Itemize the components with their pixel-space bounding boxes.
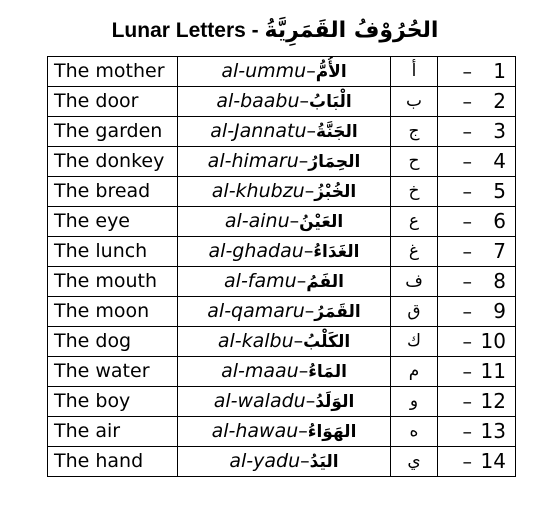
english-word: The eye [48, 207, 178, 237]
arabic-letter: ج [391, 117, 438, 147]
number-dash: – [462, 421, 472, 443]
table-row [48, 87, 516, 117]
english-word: The mother [48, 57, 178, 87]
title-arabic: الحُرُوْفُ القَمَرِيَّةُ [264, 18, 439, 43]
table-row [48, 117, 516, 147]
transliteration: al-himaru [207, 150, 299, 172]
english-word: The water [48, 357, 178, 387]
number-dash: – [462, 61, 472, 83]
english-word: The moon [48, 297, 178, 327]
transliteration-cell [178, 447, 391, 477]
row-number-cell [438, 417, 516, 447]
transliteration: al-famu [224, 270, 297, 292]
row-number: 9 [493, 299, 506, 323]
transliteration-cell [178, 297, 391, 327]
transliteration-cell [178, 117, 391, 147]
row-number-cell [438, 177, 516, 207]
row-number: 7 [493, 239, 506, 263]
transliteration-cell [178, 387, 391, 417]
english-word: The hand [48, 447, 178, 477]
row-number-cell [438, 327, 516, 357]
arabic-letter: أ [391, 57, 438, 87]
transliteration: al-ainu [224, 210, 290, 232]
separator-dash: – [304, 300, 315, 322]
separator-dash: – [305, 390, 316, 412]
number-dash: – [462, 391, 472, 413]
vocabulary-table [47, 56, 516, 477]
separator-dash: – [303, 240, 314, 262]
number-dash: – [462, 451, 472, 473]
separator-dash: – [306, 60, 316, 82]
separator-dash: – [304, 180, 315, 202]
arabic-word: الخُبْزُ [314, 182, 357, 202]
transliteration-cell [178, 177, 391, 207]
number-dash: – [462, 271, 472, 293]
separator-dash: – [298, 150, 309, 172]
transliteration: al-kalbu [217, 330, 294, 352]
arabic-letter: ف [391, 267, 438, 297]
english-word: The lunch [48, 237, 178, 267]
arabic-letter: ي [391, 447, 438, 477]
row-number: 4 [493, 149, 506, 173]
transliteration: al-baabu [216, 90, 300, 112]
english-word: The dog [48, 327, 178, 357]
transliteration: al-maau [221, 360, 299, 382]
transliteration-cell [178, 267, 391, 297]
transliteration-cell [178, 207, 391, 237]
transliteration: al-hawau [211, 420, 299, 442]
table-row [48, 327, 516, 357]
arabic-word: الكَلْبُ [303, 332, 351, 352]
english-word: The air [48, 417, 178, 447]
arabic-word: الفَمُ [306, 272, 344, 292]
transliteration-cell [178, 357, 391, 387]
table-row [48, 237, 516, 267]
table-row [48, 387, 516, 417]
transliteration: al-waladu [213, 390, 306, 412]
table-row [48, 267, 516, 297]
english-word: The garden [48, 117, 178, 147]
separator-dash: – [299, 90, 310, 112]
row-number: 12 [480, 389, 506, 413]
row-number-cell [438, 447, 516, 477]
table-row [48, 57, 516, 87]
transliteration: al-khubzu [211, 180, 305, 202]
arabic-letter: ق [391, 297, 438, 327]
number-dash: – [462, 121, 472, 143]
row-number-cell [438, 57, 516, 87]
row-number: 6 [493, 209, 506, 233]
arabic-letter: ح [391, 147, 438, 177]
number-dash: – [462, 211, 472, 233]
table-row [48, 357, 516, 387]
separator-dash: – [306, 120, 317, 142]
number-dash: – [462, 241, 472, 263]
arabic-word: الْبَابُ [309, 92, 352, 112]
row-number-cell [438, 237, 516, 267]
arabic-letter: م [391, 357, 438, 387]
english-word: The door [48, 87, 178, 117]
arabic-letter: خ [391, 177, 438, 207]
row-number-cell [438, 387, 516, 417]
number-dash: – [462, 361, 472, 383]
title-english: Lunar Letters - [111, 19, 259, 42]
separator-dash: – [293, 330, 304, 352]
row-number: 11 [480, 359, 506, 383]
row-number: 13 [480, 419, 506, 443]
arabic-word: القَمَرُ [314, 302, 361, 322]
transliteration: al-yadu [229, 450, 301, 472]
arabic-word: الهَوَاءُ [307, 422, 357, 442]
number-dash: – [462, 331, 472, 353]
transliteration: al-ghadau [208, 240, 304, 262]
table-row [48, 417, 516, 447]
transliteration: al-Jannatu [210, 120, 307, 142]
separator-dash: – [298, 360, 309, 382]
arabic-word: المَاءُ [308, 362, 347, 382]
transliteration: al-ummu [221, 60, 307, 82]
row-number-cell [438, 207, 516, 237]
row-number-cell [438, 87, 516, 117]
number-dash: – [462, 91, 472, 113]
row-number: 5 [493, 179, 506, 203]
number-dash: – [462, 301, 472, 323]
transliteration-cell [178, 57, 391, 87]
transliteration-cell [178, 327, 391, 357]
row-number-cell [438, 117, 516, 147]
separator-dash: – [298, 420, 308, 442]
transliteration: al-qamaru [207, 300, 305, 322]
arabic-word: اليَدُ [309, 452, 339, 472]
arabic-word: الحِمَارُ [308, 152, 361, 172]
transliteration-cell [178, 417, 391, 447]
row-number-cell [438, 297, 516, 327]
row-number: 10 [480, 329, 506, 353]
separator-dash: – [289, 210, 300, 232]
separator-dash: – [300, 450, 310, 472]
row-number: 1 [493, 59, 506, 83]
transliteration-cell [178, 87, 391, 117]
arabic-letter: ك [391, 327, 438, 357]
vocabulary-table-body [48, 57, 516, 477]
arabic-word: الغَدَاءُ [313, 242, 360, 262]
arabic-letter: ع [391, 207, 438, 237]
table-row [48, 147, 516, 177]
arabic-word: الأُمُّ [315, 62, 347, 82]
arabic-word: الجَنَّةُ [316, 122, 358, 142]
number-dash: – [462, 181, 472, 203]
arabic-letter: ب [391, 87, 438, 117]
arabic-word: العَيْنُ [299, 212, 344, 232]
transliteration-cell [178, 237, 391, 267]
row-number-cell [438, 357, 516, 387]
transliteration-cell [178, 147, 391, 177]
row-number-cell [438, 267, 516, 297]
table-row [48, 297, 516, 327]
arabic-letter: و [391, 387, 438, 417]
row-number: 3 [493, 119, 506, 143]
separator-dash: – [296, 270, 307, 292]
arabic-letter: غ [391, 237, 438, 267]
english-word: The mouth [48, 267, 178, 297]
english-word: The boy [48, 387, 178, 417]
number-dash: – [462, 151, 472, 173]
table-row [48, 207, 516, 237]
row-number-cell [438, 147, 516, 177]
table-row [48, 177, 516, 207]
page-title [0, 18, 550, 43]
table-row [48, 447, 516, 477]
arabic-word: الوَلَدُ [315, 392, 355, 412]
english-word: The bread [48, 177, 178, 207]
arabic-letter: ه [391, 417, 438, 447]
row-number: 8 [493, 269, 506, 293]
row-number: 2 [493, 89, 506, 113]
row-number: 14 [480, 449, 506, 473]
english-word: The donkey [48, 147, 178, 177]
